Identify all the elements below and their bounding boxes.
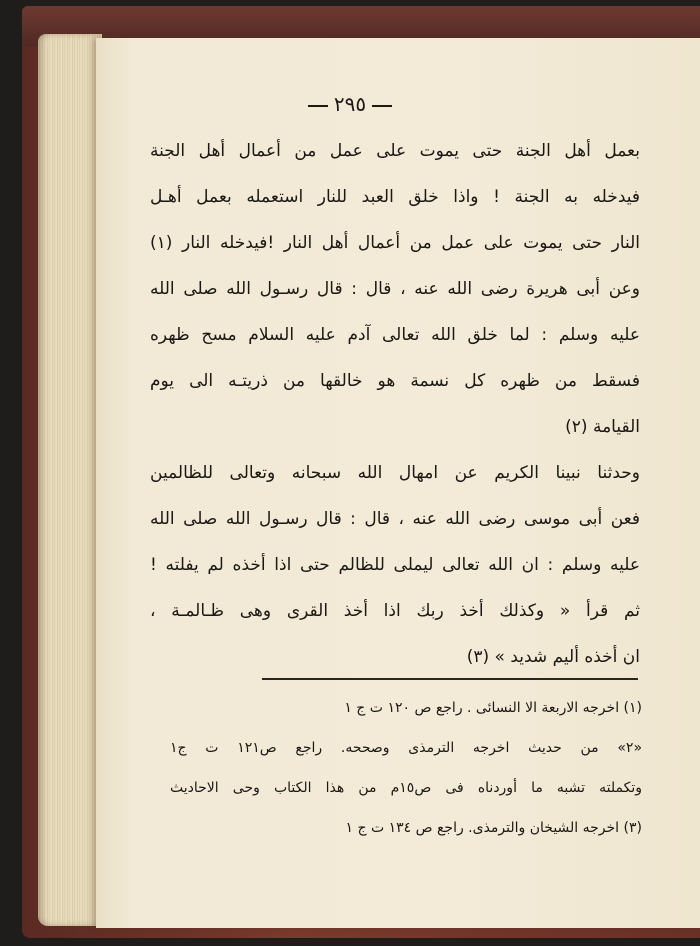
footnote-line: وتكملته تشبه ما أوردناه فى ص١٥م من هذا الكتاب وحى الاحاديث (170, 780, 642, 796)
header-dash-left (308, 105, 328, 107)
text-line: فعن أبى موسى رضى الله عنه ، قال : قال رسـول الله صلى الله (150, 509, 640, 529)
text-line: ثم قرأ « وكذلك أخذ ربك اذا أخذ القرى وهى ظـالمـة ، (150, 601, 640, 621)
footnotes (170, 688, 642, 848)
text-line: بعمل أهل الجنة حتى يموت على عمل من أعمال أهل الجنة (150, 141, 640, 161)
footnote-line: (١) اخرجه الاربعة الا النسائى . راجع ص ١٢٠ ت ج ١ (344, 700, 642, 716)
text-line: عليه وسلم : ان الله تعالى ليملى للظالم حتى اذا أخذه لم يفلته ! (150, 555, 640, 575)
text-line: فيدخله به الجنة ! واذا خلق العبد للنار استعمله بعمل أهـل (150, 187, 640, 207)
text-line: النار حتى يموت على عمل من أعمال أهل النار !فيدخله النار (١) (150, 233, 640, 253)
text-line: فسقط من ظهره كل نسمة هو خالقها من ذريتـه الى يوم (150, 371, 640, 391)
text-line: عليه وسلم : لما خلق الله تعالى آدم عليه السلام مسح ظهره (150, 325, 640, 345)
main-text (150, 128, 640, 680)
text-line: وحدثنا نبينا الكريم عن امهال الله سبحانه وتعالى للظالمين (150, 463, 640, 483)
text-line: وعن أبى هريرة رضى الله عنه ، قال : قال رسـول الله صلى الله (150, 279, 640, 299)
page-edges (38, 34, 102, 926)
footnote-divider (262, 678, 638, 680)
footnote-line: «٢» من حديث اخرجه الترمذى وصححه. راجع ص١٢١ ت ج١ (170, 740, 642, 756)
text-line: ان أخذه أليم شديد » (٣) (466, 647, 640, 667)
footnote-line: (٣) اخرجه الشيخان والترمذى. راجع ص ١٣٤ ت ج ١ (345, 820, 642, 836)
header-dash-right (372, 105, 392, 107)
page-number: ٢٩٥ (333, 92, 367, 116)
page-header (0, 92, 700, 116)
text-line: القيامة (٢) (565, 417, 640, 437)
